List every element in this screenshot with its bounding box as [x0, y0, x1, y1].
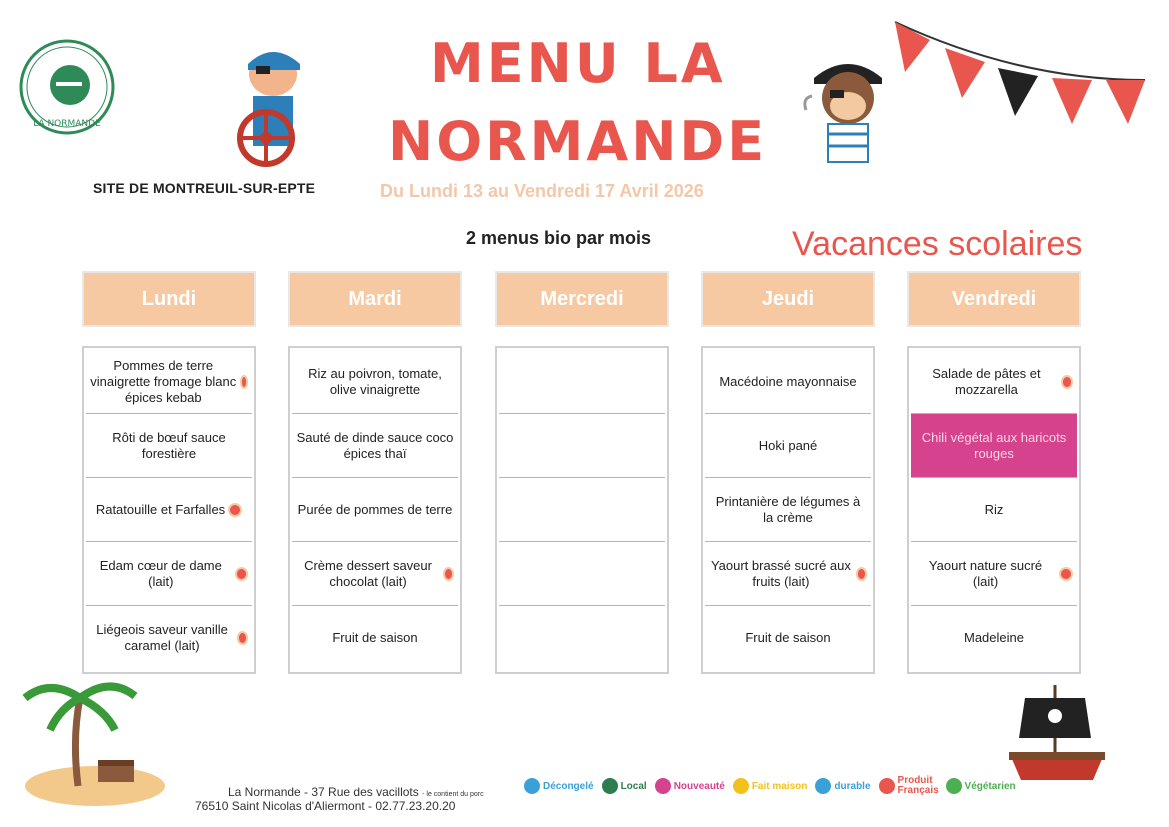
label-nouveaute: Nouveauté	[655, 778, 725, 794]
footer-address-line1: La Normande - 37 Rue des vacillots - le contient du porc	[228, 785, 484, 799]
menu-item	[499, 542, 665, 606]
local-icon	[602, 778, 618, 794]
menu-title-line1: MENU LA	[430, 32, 726, 95]
fait-maison-icon	[733, 778, 749, 794]
menu-dates: Du Lundi 13 au Vendredi 17 Avril 2026	[380, 181, 704, 201]
menu-item: Macédoine mayonnaise	[705, 350, 871, 414]
menu-item	[499, 478, 665, 542]
menu-item: Ratatouille et Farfalles	[86, 478, 252, 542]
menu-item: Edam cœur de dame (lait)	[86, 542, 252, 606]
menu-item	[499, 606, 665, 670]
logo-text: LA NORMANDE	[33, 119, 101, 129]
menu-item: Printanière de légumes à la crème	[705, 478, 871, 542]
pirate-ship-illustration	[1005, 680, 1110, 790]
menu-item: Sauté de dinde sauce coco épices thaï	[292, 414, 458, 478]
footer-address-note: - le contient du porc	[422, 791, 484, 798]
label-local: Local	[602, 778, 647, 794]
menu-item: Fruit de saison	[332, 630, 418, 645]
produit-francais-icon	[240, 375, 248, 389]
nouveaute-icon	[655, 778, 671, 794]
footer-address-line2: 76510 Saint Nicolas d'Aliermont - 02.77.23.20.20	[195, 799, 456, 813]
menu-item: Purée de pommes de terre	[292, 478, 458, 542]
day-header-lundi: Lundi	[82, 271, 256, 327]
durable-icon	[815, 778, 831, 794]
bio-note: 2 menus bio par mois	[466, 228, 652, 248]
leaf-icon	[946, 778, 962, 794]
menu-item: Pommes de terre vinaigrette fromage blanc épices kebab	[86, 350, 252, 414]
label-produit-francais: Produit Français	[879, 776, 938, 796]
menu-item: Salade de pâtes et mozzarella	[911, 350, 1077, 414]
menu-item	[499, 414, 665, 478]
menu-item	[499, 350, 665, 414]
day-header-mardi: Mardi	[288, 271, 462, 327]
produit-francais-icon	[1059, 567, 1073, 581]
menu-column-mardi	[288, 346, 462, 674]
vacances-label: Vacances scolaires	[792, 225, 1083, 263]
island-illustration	[20, 668, 170, 808]
produit-francais-icon	[1061, 375, 1073, 389]
menu-item: Madeleine	[964, 630, 1024, 645]
produit-francais-icon	[235, 567, 248, 581]
menu-item-vegetarien: Chili végétal aux haricots rouges	[911, 414, 1077, 478]
pirate-kid-illustration	[228, 40, 318, 180]
produit-francais-icon	[443, 567, 454, 581]
pirate-bunting-decoration	[890, 20, 1150, 130]
menu-item: Crème dessert saveur chocolat (lait)	[292, 542, 458, 606]
label-vegetarien: Végétarien	[946, 778, 1016, 794]
produit-francais-icon	[237, 631, 248, 645]
menu-column-mercredi	[495, 346, 669, 674]
produit-francais-icon	[879, 778, 895, 794]
produit-francais-icon	[228, 503, 242, 517]
produit-francais-icon	[856, 567, 867, 581]
menu-title-line2: NORMANDE	[388, 110, 768, 173]
menu-item: Fruit de saison	[745, 630, 831, 645]
pirate-monkey-illustration	[800, 50, 895, 175]
menu-item: Riz au poivron, tomate, olive vinaigrette	[292, 350, 458, 414]
label-durable: durable	[815, 778, 870, 794]
day-header-jeudi: Jeudi	[701, 271, 875, 327]
label-fait-maison: Fait maison	[733, 778, 808, 794]
menu-item: Hoki pané	[705, 414, 871, 478]
la-normande-logo	[18, 38, 116, 136]
site-name: SITE DE MONTREUIL-SUR-EPTE	[93, 180, 316, 196]
menu-item: Riz	[911, 478, 1077, 542]
day-header-mercredi: Mercredi	[495, 271, 669, 327]
menu-column-vendredi	[907, 346, 1081, 674]
menu-column-jeudi	[701, 346, 875, 674]
snowflake-icon	[524, 778, 540, 794]
menu-item: Yaourt nature sucré (lait)	[911, 542, 1077, 606]
label-decongele: Décongelé	[524, 778, 594, 794]
day-header-vendredi: Vendredi	[907, 271, 1081, 327]
footer-labels	[524, 776, 1016, 796]
menu-item: Liégeois saveur vanille caramel (lait)	[86, 606, 252, 670]
menu-column-lundi	[82, 346, 256, 674]
menu-item: Yaourt brassé sucré aux fruits (lait)	[705, 542, 871, 606]
menu-item: Rôti de bœuf sauce forestière	[86, 414, 252, 478]
